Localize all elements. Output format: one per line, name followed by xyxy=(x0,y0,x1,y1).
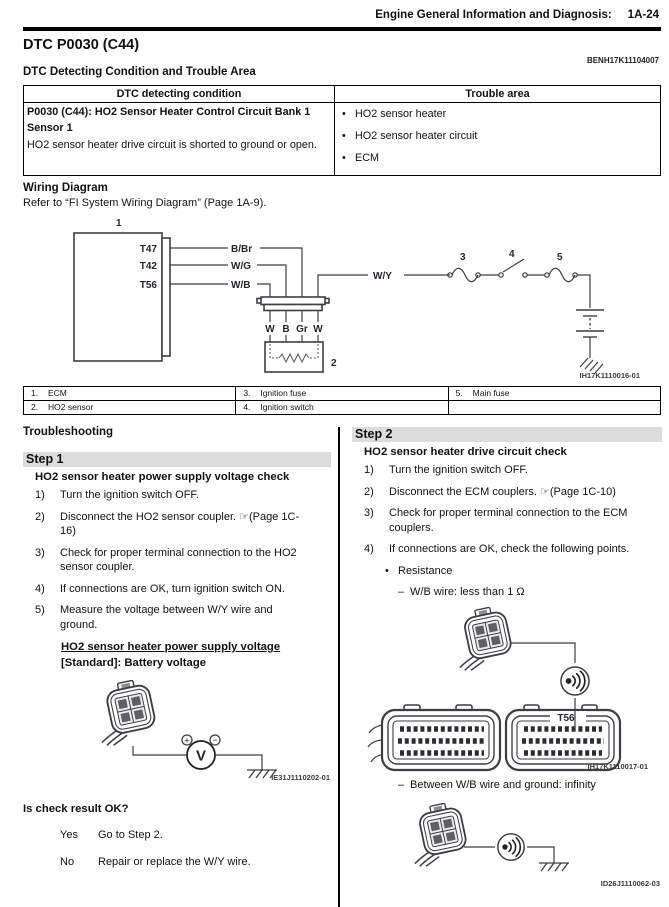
troubleshooting-title: Troubleshooting xyxy=(23,426,114,438)
continuity-tester-icon xyxy=(561,666,589,694)
figure-code: ID26J1110062-03 xyxy=(600,879,660,888)
ecm-connector-strip xyxy=(162,238,170,356)
ground-wire xyxy=(215,755,262,770)
step1-item-1 xyxy=(35,488,331,503)
legend-label: ECM xyxy=(48,388,67,398)
ho2-sensor-box xyxy=(265,342,323,372)
header-chapter-title: Engine General Information and Diagnosis: xyxy=(375,9,612,21)
legend-cell xyxy=(24,401,236,415)
coupler-pins xyxy=(270,311,318,323)
bullet-icon: • xyxy=(342,130,346,142)
sensor-coupler-icon xyxy=(415,800,468,866)
resistance-bullet xyxy=(385,564,662,579)
item-text: Turn the ignition switch OFF. xyxy=(389,464,528,476)
coupler-bar-bottom xyxy=(264,305,322,311)
pin-label-w1: W xyxy=(265,324,275,335)
dash-icon: – xyxy=(398,586,405,598)
header-rule xyxy=(23,27,661,31)
step1-item-3 xyxy=(35,546,331,575)
legend-number: 5. xyxy=(455,388,463,398)
step2-subtitle: HO2 sensor heater drive circuit check xyxy=(364,446,567,458)
condition-code: P0030 (C44): HO2 Sensor Heater Control Circuit Bank 1 Sensor 1 xyxy=(27,106,311,135)
trouble-item-label: ECM xyxy=(355,152,379,164)
wiring-diagram xyxy=(23,215,661,383)
legend-label: HO2 sensor xyxy=(48,402,94,412)
trouble-item-label: HO2 sensor heater xyxy=(355,108,447,120)
ignition-switch-icon xyxy=(503,259,524,272)
ignition-switch-number: 4 xyxy=(509,249,515,260)
item-number: 4) xyxy=(35,582,45,595)
ground-wire xyxy=(527,847,554,863)
step2-item-4 xyxy=(364,542,662,557)
item-number: 2) xyxy=(35,510,45,523)
legend-cell xyxy=(236,401,448,415)
answer-label: No xyxy=(60,856,75,868)
ground-check-figure xyxy=(352,799,661,894)
sensor-lead-lines xyxy=(270,335,318,342)
bullet-icon: • xyxy=(342,108,346,120)
step1-item-5 xyxy=(35,603,331,632)
terminal-t42-label: T42 xyxy=(139,261,157,272)
coupler-bar-top xyxy=(261,297,325,305)
legend-number: 2. xyxy=(31,402,39,412)
table-header-condition: DTC detecting condition xyxy=(24,86,335,103)
wire-wy-label: W/Y xyxy=(373,271,392,282)
terminal-t56-label: T56 xyxy=(139,280,157,291)
answer-action: Go to Step 2. xyxy=(98,829,163,841)
sensor-number-label: 2 xyxy=(331,358,337,369)
step2-item-1 xyxy=(364,463,662,478)
item-number: 5) xyxy=(35,604,45,616)
section-title-detecting-condition: DTC Detecting Condition and Trouble Area xyxy=(23,66,256,78)
bullet-icon: • xyxy=(342,152,346,164)
trouble-item xyxy=(342,106,656,122)
condition-cell xyxy=(24,103,335,176)
item-number: 1) xyxy=(364,464,374,476)
item-text: Measure the voltage between W/Y wire and ground. xyxy=(60,604,273,631)
item-number: 2) xyxy=(364,485,374,498)
legend-number: 1. xyxy=(31,388,39,398)
step1-item-4 xyxy=(35,582,331,597)
wiring-diagram-reference: Refer to “FI System Wiring Diagram” (Page 1A-9). xyxy=(23,197,267,209)
legend-cell xyxy=(448,387,660,401)
legend-number: 4. xyxy=(243,402,251,412)
ecm-coupler-left xyxy=(368,705,500,770)
legend-cell xyxy=(236,387,448,401)
condition-description: HO2 sensor heater drive circuit is shorted to ground or open. xyxy=(27,138,317,151)
ignition-fuse-icon xyxy=(452,268,478,282)
dash-icon: – xyxy=(398,778,405,791)
answer-no xyxy=(60,855,331,869)
wire-bbr-label: B/Br xyxy=(231,244,253,255)
figure-code: IE31J1110202-01 xyxy=(271,773,330,782)
item-number: 3) xyxy=(35,546,45,559)
item-text: Check for proper terminal connection to the ECM couplers. xyxy=(389,507,628,534)
step2-item-3 xyxy=(364,506,662,535)
answer-yes xyxy=(60,828,331,842)
wiring-legend-table xyxy=(23,386,661,415)
step1-question: Is check result OK? xyxy=(23,803,129,815)
ecm-coupler-right xyxy=(506,705,620,770)
legend-label: Ignition switch xyxy=(260,402,314,412)
infinity-spec xyxy=(398,778,662,793)
sensor-coupler-icon xyxy=(102,679,156,745)
wiring-diagram-title: Wiring Diagram xyxy=(23,182,108,194)
item-text: If connections are OK, check the following points. xyxy=(389,543,630,555)
resistance-spec xyxy=(398,585,662,600)
legend-label: Ignition fuse xyxy=(260,388,307,398)
legend-number: 3. xyxy=(243,388,251,398)
legend-cell xyxy=(24,387,236,401)
spec-value: [Standard]: Battery voltage xyxy=(61,656,207,669)
main-fuse-number: 5 xyxy=(557,252,563,263)
table-header-trouble-area: Trouble area xyxy=(335,86,661,103)
column-divider xyxy=(338,427,340,907)
wire-wb-label: W/B xyxy=(231,280,251,291)
ecm-number-label: 1 xyxy=(116,218,122,229)
pin-label-w2: W xyxy=(313,324,323,335)
step2-item-2 xyxy=(364,485,662,500)
plus-sign: + xyxy=(184,735,190,746)
answer-label: Yes xyxy=(60,829,78,841)
trouble-area-cell xyxy=(335,103,661,176)
item-text: Disconnect the HO2 sensor coupler. ☞(Page 1C-16) xyxy=(60,510,300,537)
item-text: If connections are OK, turn ignition switch ON. xyxy=(60,582,285,595)
dash-text: Between W/B wire and ground: infinity xyxy=(410,778,596,791)
ignition-fuse-number: 3 xyxy=(460,252,466,263)
figure-code: IH17K1110017-01 xyxy=(587,761,648,771)
item-number: 1) xyxy=(35,489,45,501)
legend-cell xyxy=(448,401,660,415)
item-text: Check for proper terminal connection to the HO2 sensor coupler. xyxy=(60,546,297,573)
wire-wg-label: W/G xyxy=(231,261,251,272)
battery-icon xyxy=(576,310,604,337)
wire-wg-line xyxy=(170,265,286,297)
t56-terminal-label: T56 xyxy=(557,712,575,724)
pin-label-gr: Gr xyxy=(296,324,308,335)
dtc-title: DTC P0030 (C44) xyxy=(23,37,140,53)
item-number: 4) xyxy=(364,543,374,555)
spec-block xyxy=(61,640,323,671)
item-text: Turn the ignition switch OFF. xyxy=(60,489,199,501)
trouble-item xyxy=(342,128,656,144)
step1-header: Step 1 xyxy=(23,452,331,467)
wire-wb-line xyxy=(170,284,270,297)
reference-code: BENH17K11104007 xyxy=(586,56,659,65)
step2-column xyxy=(352,427,662,894)
item-number: 3) xyxy=(364,507,374,519)
dtc-condition-table xyxy=(23,85,661,176)
answer-action: Repair or replace the W/Y wire. xyxy=(98,856,251,868)
trouble-item-label: HO2 sensor heater circuit xyxy=(355,130,478,142)
ground-icon xyxy=(539,863,569,871)
step1-item-2 xyxy=(35,510,331,539)
main-fuse-icon xyxy=(549,268,575,282)
bullet-text: Resistance xyxy=(398,564,453,577)
step1-column xyxy=(23,452,331,869)
header-page-number: 1A-24 xyxy=(627,9,659,21)
legend-label: Main fuse xyxy=(472,388,510,398)
step2-header: Step 2 xyxy=(352,427,662,442)
minus-sign: − xyxy=(212,735,218,745)
fuse-terminal xyxy=(545,273,549,277)
probe-wire xyxy=(133,746,186,755)
item-text: Disconnect the ECM couplers. ☞(Page 1C-10) xyxy=(389,485,616,498)
terminal-t47-label: T47 xyxy=(139,244,157,255)
switch-terminal xyxy=(523,273,527,277)
trouble-item xyxy=(342,150,656,166)
spec-title: HO2 sensor heater power supply voltage xyxy=(61,641,281,653)
wire-segment xyxy=(577,275,590,308)
bullet-icon: • xyxy=(385,564,389,577)
sensor-coupler-icon xyxy=(460,607,513,670)
continuity-tester-icon xyxy=(498,834,524,860)
pin-label-b: B xyxy=(282,324,290,335)
resistance-check-figure xyxy=(352,607,661,777)
switch-terminal xyxy=(499,273,503,277)
figure-code: IH17K1110016-01 xyxy=(579,371,640,380)
step1-subtitle: HO2 sensor heater power supply voltage check xyxy=(35,471,290,483)
dash-text: W/B wire: less than 1 Ω xyxy=(410,586,525,598)
probe-wire xyxy=(510,643,575,663)
voltmeter-label: V xyxy=(195,747,207,765)
voltage-check-figure xyxy=(93,679,331,794)
page-header xyxy=(375,9,659,21)
